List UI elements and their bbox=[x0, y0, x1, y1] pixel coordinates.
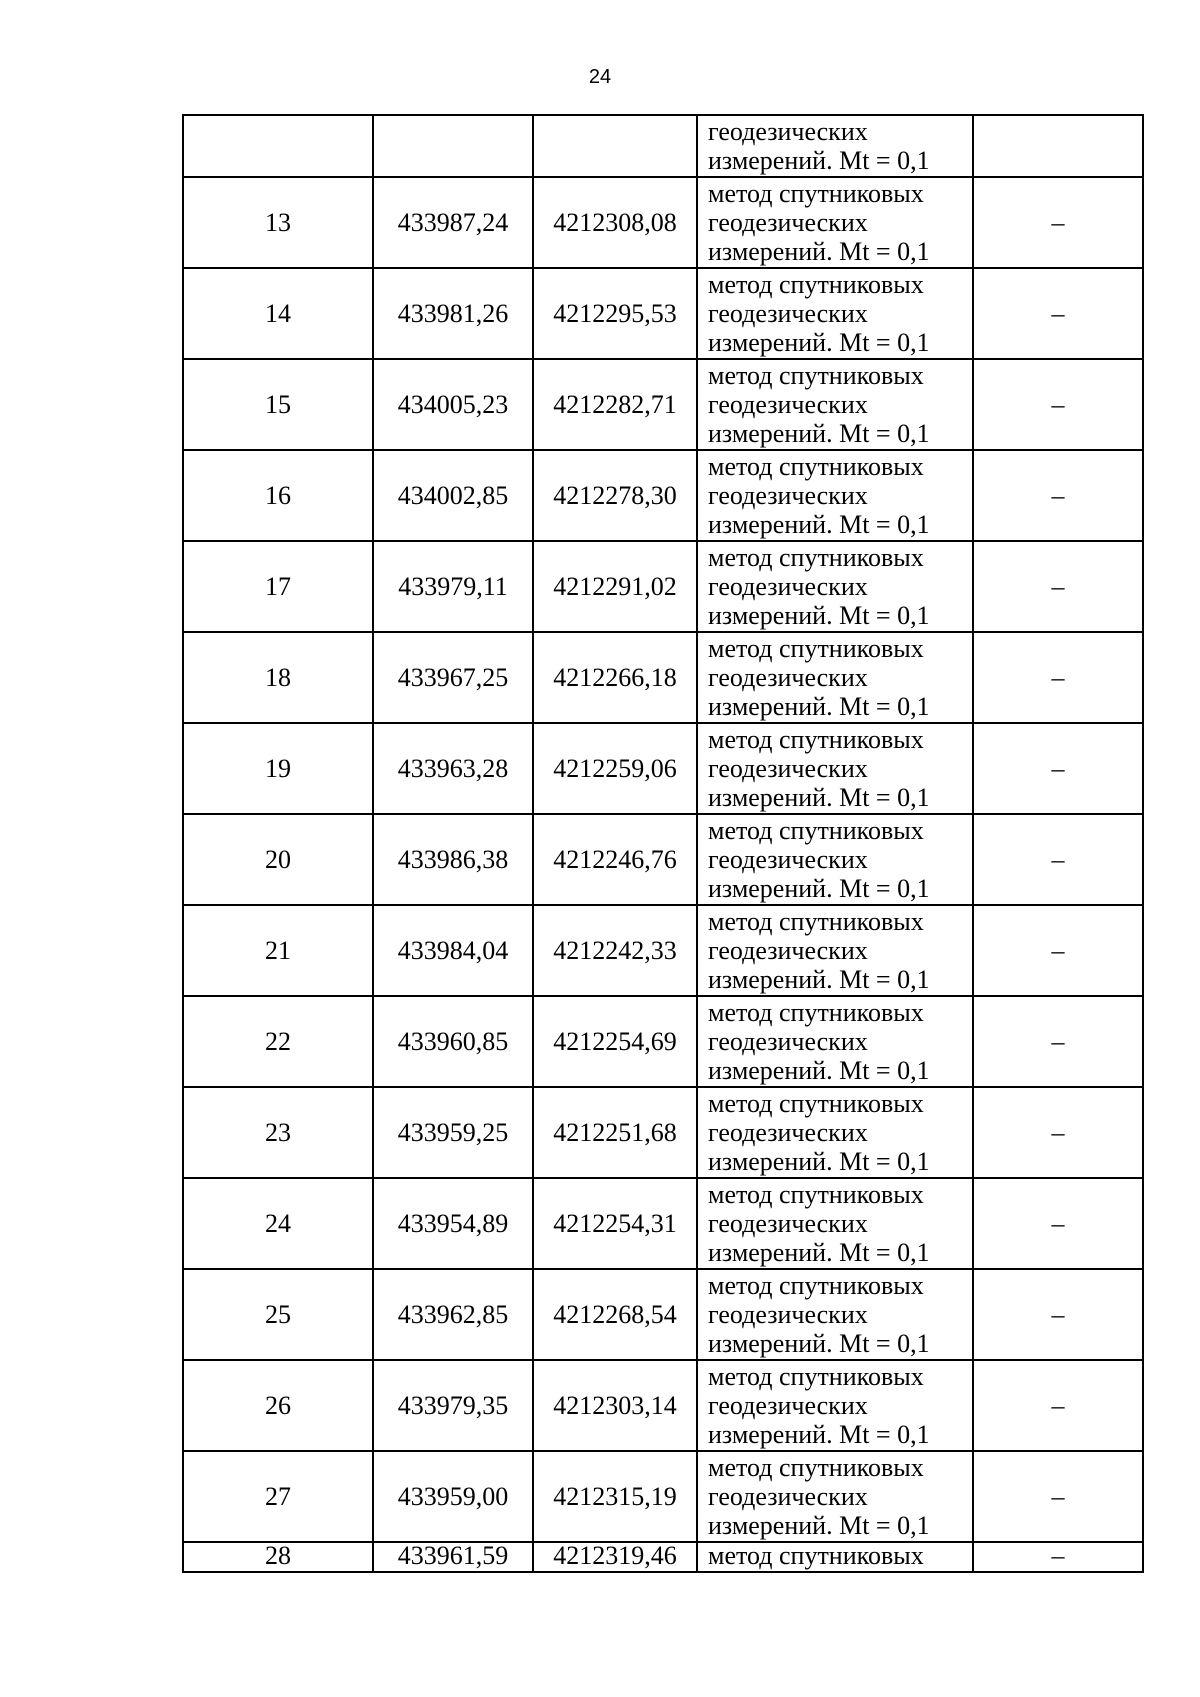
method-line: измерений. Mt = 0,1 bbox=[708, 510, 930, 539]
method-line: геодезических bbox=[708, 299, 868, 328]
x-coordinate-cell: 433959,00 bbox=[373, 1451, 533, 1542]
method-cell bbox=[697, 1360, 973, 1451]
x-coordinate-cell: 433967,25 bbox=[373, 632, 533, 723]
x-coordinate-cell: 433986,38 bbox=[373, 814, 533, 905]
table-row bbox=[183, 814, 1143, 905]
note-cell: – bbox=[973, 996, 1143, 1087]
y-coordinate-cell: 4212259,06 bbox=[533, 723, 697, 814]
method-line: измерений. Mt = 0,1 bbox=[708, 601, 930, 630]
note-cell: – bbox=[973, 1360, 1143, 1451]
method-line: измерений. Mt = 0,1 bbox=[708, 328, 930, 357]
note-cell: – bbox=[973, 177, 1143, 268]
table-row bbox=[183, 1542, 1143, 1572]
y-coordinate-cell: 4212282,71 bbox=[533, 359, 697, 450]
x-coordinate-cell: 433962,85 bbox=[373, 1269, 533, 1360]
note-cell: – bbox=[973, 1542, 1143, 1572]
y-coordinate-cell: 4212266,18 bbox=[533, 632, 697, 723]
x-coordinate-cell: 433961,59 bbox=[373, 1542, 533, 1572]
table-row bbox=[183, 450, 1143, 541]
method-line: геодезических bbox=[708, 936, 868, 965]
coordinates-table-body bbox=[183, 115, 1143, 1572]
note-cell: – bbox=[973, 905, 1143, 996]
note-cell: – bbox=[973, 359, 1143, 450]
x-coordinate-cell: 434002,85 bbox=[373, 450, 533, 541]
point-number-cell: 20 bbox=[183, 814, 373, 905]
y-coordinate-cell: 4212295,53 bbox=[533, 268, 697, 359]
y-coordinate-cell: 4212291,02 bbox=[533, 541, 697, 632]
method-line: измерений. Mt = 0,1 bbox=[708, 237, 930, 266]
method-line: измерений. Mt = 0,1 bbox=[708, 419, 930, 448]
note-cell: – bbox=[973, 1269, 1143, 1360]
table-row bbox=[183, 359, 1143, 450]
note-cell: – bbox=[973, 268, 1143, 359]
method-cell bbox=[697, 450, 973, 541]
method-line: геодезических bbox=[708, 1300, 868, 1329]
method-line: измерений. Mt = 0,1 bbox=[708, 1056, 930, 1085]
method-cell bbox=[697, 1451, 973, 1542]
method-line: геодезических bbox=[708, 390, 868, 419]
method-cell bbox=[697, 1087, 973, 1178]
method-line: метод спутниковых bbox=[708, 725, 924, 754]
method-line: геодезических bbox=[708, 117, 868, 146]
table-row bbox=[183, 541, 1143, 632]
note-cell: – bbox=[973, 450, 1143, 541]
table-row bbox=[183, 1087, 1143, 1178]
table-row bbox=[183, 177, 1143, 268]
method-line: метод спутниковых bbox=[708, 1180, 924, 1209]
method-line: измерений. Mt = 0,1 bbox=[708, 692, 930, 721]
method-line: метод спутниковых bbox=[708, 816, 924, 845]
y-coordinate-cell: 4212278,30 bbox=[533, 450, 697, 541]
method-line: измерений. Mt = 0,1 bbox=[708, 1329, 930, 1358]
method-line: измерений. Mt = 0,1 bbox=[708, 1238, 930, 1267]
point-number-cell: 27 bbox=[183, 1451, 373, 1542]
table-row bbox=[183, 268, 1143, 359]
point-number-cell: 25 bbox=[183, 1269, 373, 1360]
method-line: геодезических bbox=[708, 481, 868, 510]
point-number-cell: 13 bbox=[183, 177, 373, 268]
method-line: геодезических bbox=[708, 845, 868, 874]
note-cell: – bbox=[973, 632, 1143, 723]
point-number-cell: 17 bbox=[183, 541, 373, 632]
method-cell bbox=[697, 814, 973, 905]
y-coordinate-cell: 4212268,54 bbox=[533, 1269, 697, 1360]
method-cell bbox=[697, 268, 973, 359]
x-coordinate-cell: 433954,89 bbox=[373, 1178, 533, 1269]
method-cell bbox=[697, 996, 973, 1087]
method-line: измерений. Mt = 0,1 bbox=[708, 874, 930, 903]
y-coordinate-cell: 4212242,33 bbox=[533, 905, 697, 996]
method-line: геодезических bbox=[708, 1027, 868, 1056]
method-line: метод спутниковых bbox=[708, 1541, 924, 1570]
method-line: геодезических bbox=[708, 663, 868, 692]
method-cell bbox=[697, 1542, 973, 1572]
method-line: геодезических bbox=[708, 1209, 868, 1238]
point-number-cell: 21 bbox=[183, 905, 373, 996]
note-cell: – bbox=[973, 1451, 1143, 1542]
method-cell bbox=[697, 1269, 973, 1360]
method-line: метод спутниковых bbox=[708, 998, 924, 1027]
y-coordinate-cell: 4212308,08 bbox=[533, 177, 697, 268]
table-row-continued bbox=[183, 115, 1143, 177]
method-cell bbox=[697, 359, 973, 450]
method-line: метод спутниковых bbox=[708, 452, 924, 481]
x-coordinate-cell: 433959,25 bbox=[373, 1087, 533, 1178]
method-line: геодезических bbox=[708, 1118, 868, 1147]
method-line: измерений. Mt = 0,1 bbox=[708, 965, 930, 994]
method-cell bbox=[697, 115, 973, 177]
point-number-cell: 18 bbox=[183, 632, 373, 723]
note-cell: – bbox=[973, 814, 1143, 905]
y-coordinate-cell: 4212251,68 bbox=[533, 1087, 697, 1178]
note-cell: – bbox=[973, 723, 1143, 814]
method-cell bbox=[697, 541, 973, 632]
table-row bbox=[183, 1451, 1143, 1542]
point-number-cell: 24 bbox=[183, 1178, 373, 1269]
method-line: метод спутниковых bbox=[708, 634, 924, 663]
x-coordinate-cell: 433979,35 bbox=[373, 1360, 533, 1451]
x-coordinate-cell: 433987,24 bbox=[373, 177, 533, 268]
y-coordinate-cell: 4212315,19 bbox=[533, 1451, 697, 1542]
table-row bbox=[183, 723, 1143, 814]
method-cell bbox=[697, 177, 973, 268]
point-number-cell: 15 bbox=[183, 359, 373, 450]
method-line: геодезических bbox=[708, 1391, 868, 1420]
table-row bbox=[183, 1269, 1143, 1360]
y-coordinate-cell: 4212254,69 bbox=[533, 996, 697, 1087]
x-coordinate-cell: 433960,85 bbox=[373, 996, 533, 1087]
point-number-cell bbox=[183, 115, 373, 177]
method-line: измерений. Mt = 0,1 bbox=[708, 783, 930, 812]
method-line: геодезических bbox=[708, 754, 868, 783]
method-line: метод спутниковых bbox=[708, 543, 924, 572]
note-cell: – bbox=[973, 541, 1143, 632]
point-number-cell: 23 bbox=[183, 1087, 373, 1178]
page-number: 24 bbox=[588, 66, 612, 88]
coordinates-table bbox=[182, 114, 1144, 1573]
method-line: измерений. Mt = 0,1 bbox=[708, 1420, 930, 1449]
method-cell bbox=[697, 1178, 973, 1269]
y-coordinate-cell: 4212303,14 bbox=[533, 1360, 697, 1451]
table-row bbox=[183, 1178, 1143, 1269]
method-line: метод спутниковых bbox=[708, 1271, 924, 1300]
x-coordinate-cell: 433963,28 bbox=[373, 723, 533, 814]
x-coordinate-cell: 434005,23 bbox=[373, 359, 533, 450]
point-number-cell: 26 bbox=[183, 1360, 373, 1451]
point-number-cell: 22 bbox=[183, 996, 373, 1087]
x-coordinate-cell: 433979,11 bbox=[373, 541, 533, 632]
note-cell: – bbox=[973, 1178, 1143, 1269]
table-row bbox=[183, 632, 1143, 723]
method-line: метод спутниковых bbox=[708, 270, 924, 299]
method-line: метод спутниковых bbox=[708, 907, 924, 936]
y-coordinate-cell: 4212246,76 bbox=[533, 814, 697, 905]
x-coordinate-cell bbox=[373, 115, 533, 177]
method-line: измерений. Mt = 0,1 bbox=[708, 1511, 930, 1540]
point-number-cell: 14 bbox=[183, 268, 373, 359]
table-row bbox=[183, 1360, 1143, 1451]
method-line: метод спутниковых bbox=[708, 361, 924, 390]
x-coordinate-cell: 433984,04 bbox=[373, 905, 533, 996]
note-cell: – bbox=[973, 1087, 1143, 1178]
method-line: геодезических bbox=[708, 1482, 868, 1511]
method-line: метод спутниковых bbox=[708, 1089, 924, 1118]
method-line: измерений. Mt = 0,1 bbox=[708, 146, 930, 175]
method-line: метод спутниковых bbox=[708, 1453, 924, 1482]
method-cell bbox=[697, 723, 973, 814]
method-line: геодезических bbox=[708, 572, 868, 601]
x-coordinate-cell: 433981,26 bbox=[373, 268, 533, 359]
method-line: геодезических bbox=[708, 208, 868, 237]
point-number-cell: 16 bbox=[183, 450, 373, 541]
table-row bbox=[183, 996, 1143, 1087]
y-coordinate-cell: 4212319,46 bbox=[533, 1542, 697, 1572]
method-cell bbox=[697, 632, 973, 723]
method-line: метод спутниковых bbox=[708, 1362, 924, 1391]
note-cell bbox=[973, 115, 1143, 177]
method-line: измерений. Mt = 0,1 bbox=[708, 1147, 930, 1176]
method-cell bbox=[697, 905, 973, 996]
method-line: метод спутниковых bbox=[708, 179, 924, 208]
point-number-cell: 28 bbox=[183, 1542, 373, 1572]
point-number-cell: 19 bbox=[183, 723, 373, 814]
y-coordinate-cell: 4212254,31 bbox=[533, 1178, 697, 1269]
table-row bbox=[183, 905, 1143, 996]
y-coordinate-cell bbox=[533, 115, 697, 177]
